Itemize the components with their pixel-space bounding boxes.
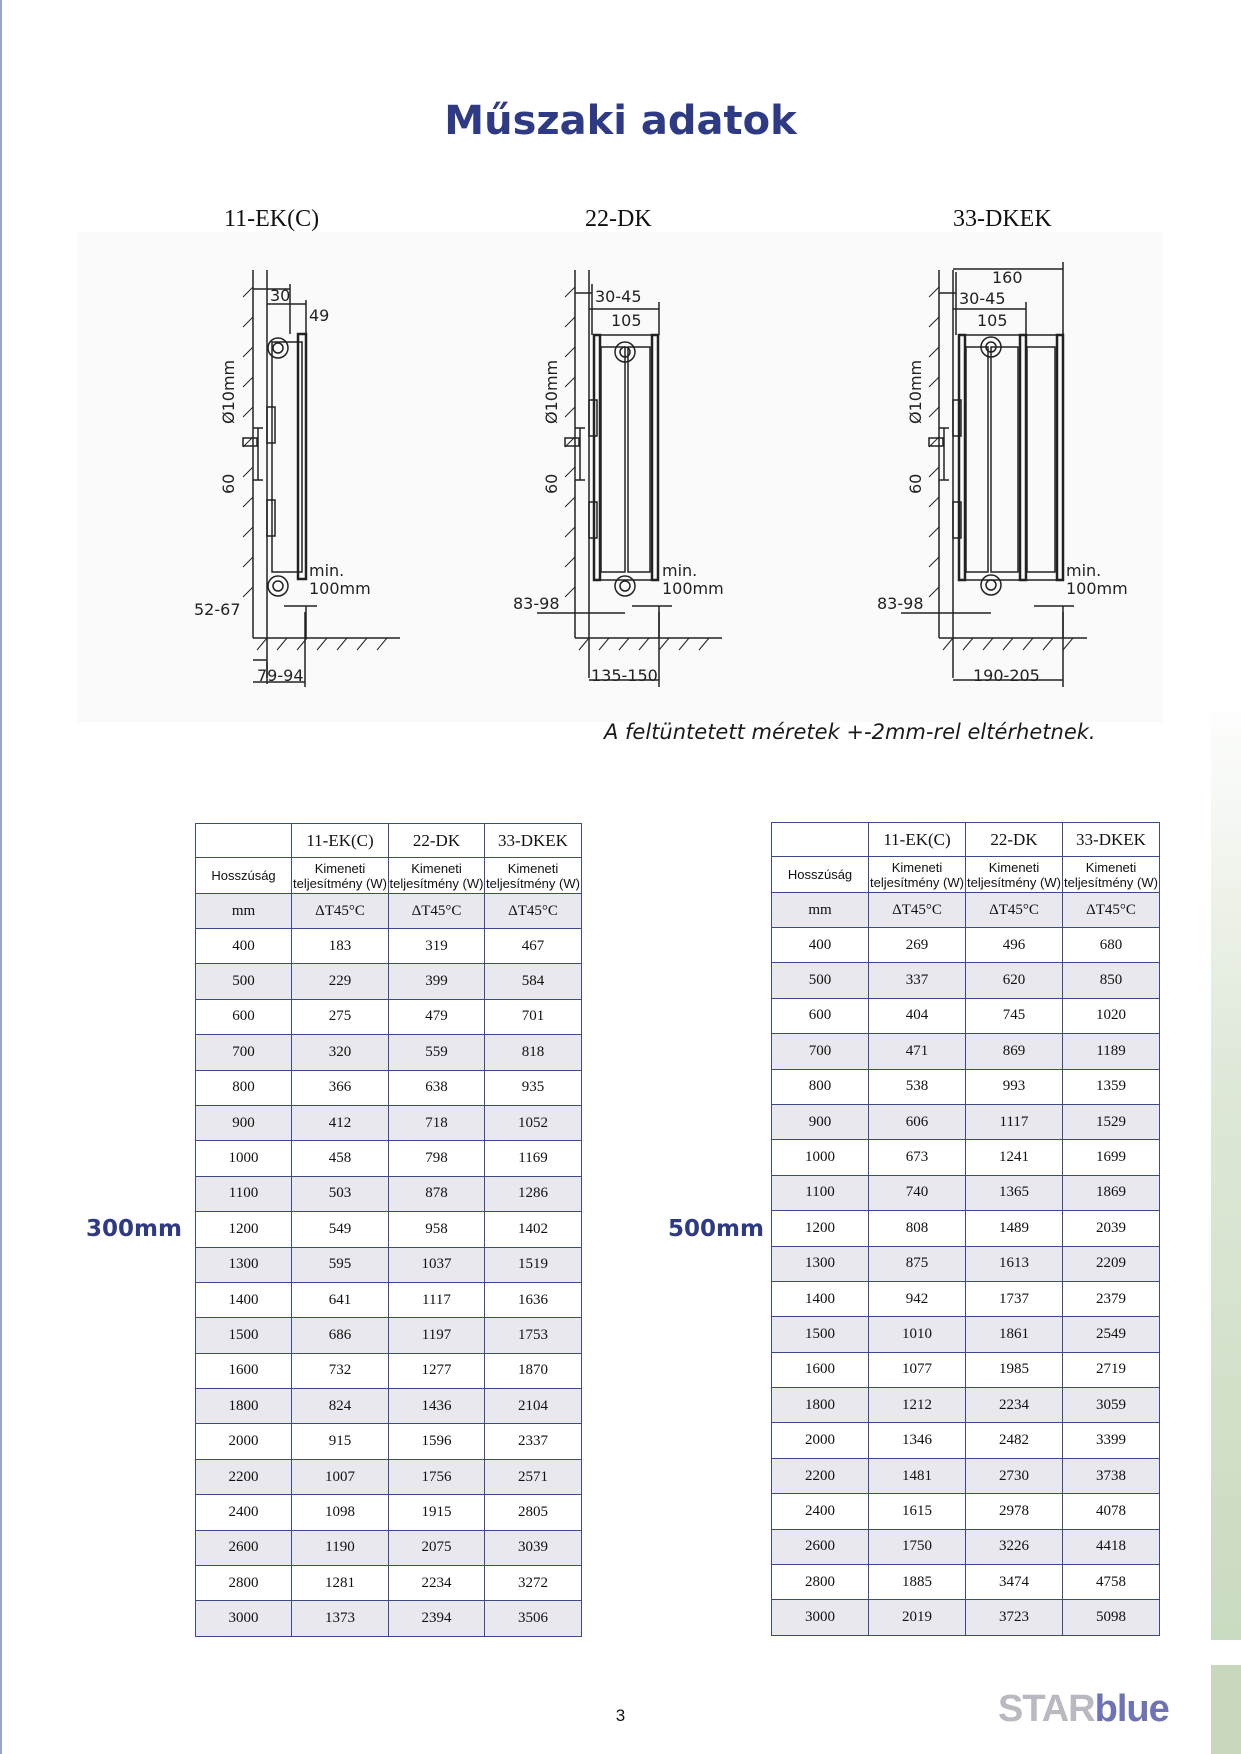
diagram-title-11ek: 11-EK(C)	[224, 206, 320, 232]
row-output-cell: 3738	[1063, 1458, 1160, 1493]
table-row	[196, 964, 582, 999]
row-length-cell: 500	[196, 964, 292, 999]
row-output-cell: 2549	[1063, 1317, 1160, 1352]
diagram-33dkek	[877, 262, 1128, 687]
row-output-cell: 850	[1063, 963, 1160, 998]
row-output-cell: 1750	[869, 1529, 966, 1564]
row-output-cell: 5098	[1063, 1600, 1160, 1635]
row-output-cell: 2482	[966, 1423, 1063, 1458]
row-length-cell: 1200	[196, 1212, 292, 1247]
header-length: Hosszúság	[772, 857, 869, 893]
header-output	[485, 858, 582, 894]
header-output	[966, 857, 1063, 893]
table-row	[196, 1601, 582, 1636]
row-output-cell: 183	[292, 929, 389, 964]
row-output-cell: 467	[485, 929, 582, 964]
row-output-cell: 1753	[485, 1318, 582, 1353]
table-unit-row	[196, 894, 582, 929]
dim-label: 160	[992, 268, 1023, 287]
row-output-cell: 808	[869, 1211, 966, 1246]
header-delta: ΔT45°C	[292, 894, 389, 929]
dim-label: 60	[906, 473, 925, 494]
row-output-cell: 471	[869, 1034, 966, 1069]
dim-label: 60	[542, 473, 561, 494]
dim-label: 49	[309, 306, 330, 325]
row-output-cell: 366	[292, 1070, 389, 1105]
row-output-cell: 2019	[869, 1600, 966, 1635]
row-output-cell: 673	[869, 1140, 966, 1175]
row-output-cell: 320	[292, 1035, 389, 1070]
row-output-cell: 3506	[485, 1601, 582, 1636]
table-row	[772, 1317, 1160, 1352]
row-output-cell: 620	[966, 963, 1063, 998]
dim-label: 79-94	[257, 666, 304, 685]
row-length-cell: 1300	[196, 1247, 292, 1282]
row-length-cell: 1200	[772, 1211, 869, 1246]
table-row	[772, 1246, 1160, 1281]
row-output-cell: 337	[869, 963, 966, 998]
header-delta: ΔT45°C	[1063, 893, 1160, 928]
row-output-cell: 584	[485, 964, 582, 999]
header-output-line1: Kimeneti	[891, 859, 943, 875]
diagram-title-33dkek: 33-DKEK	[953, 206, 1052, 232]
table-row	[772, 1600, 1160, 1635]
row-output-cell: 1052	[485, 1105, 582, 1140]
dim-label: 60	[219, 473, 238, 494]
diagram-title-22dk: 22-DK	[585, 206, 652, 232]
row-output-cell: 1869	[1063, 1175, 1160, 1210]
table-row	[772, 1175, 1160, 1210]
diagram-22dk	[513, 270, 724, 687]
row-output-cell: 319	[389, 929, 485, 964]
row-length-cell: 800	[772, 1069, 869, 1104]
row-output-cell: 942	[869, 1281, 966, 1316]
row-length-cell: 2800	[772, 1565, 869, 1600]
row-output-cell: 958	[389, 1212, 485, 1247]
row-output-cell: 1117	[389, 1282, 485, 1317]
row-output-cell: 1737	[966, 1281, 1063, 1316]
row-length-cell: 2200	[196, 1459, 292, 1494]
row-output-cell: 549	[292, 1212, 389, 1247]
dim-label: min.	[1066, 561, 1102, 580]
dim-label: Ø10mm	[906, 359, 925, 424]
row-output-cell: 4418	[1063, 1529, 1160, 1564]
table-row	[772, 1069, 1160, 1104]
logo-blue: blue	[1094, 1688, 1169, 1730]
table-row	[196, 1353, 582, 1388]
header-delta: ΔT45°C	[966, 893, 1063, 928]
output-table-500mm	[771, 822, 1160, 1636]
header-output	[869, 857, 966, 893]
row-output-cell: 915	[292, 1424, 389, 1459]
header-length: Hosszúság	[196, 858, 292, 894]
row-output-cell: 993	[966, 1069, 1063, 1104]
table-row	[196, 999, 582, 1034]
row-output-cell: 701	[485, 999, 582, 1034]
table-row	[196, 1459, 582, 1494]
row-length-cell: 2400	[772, 1494, 869, 1529]
header-output-line1: Kimeneti	[1085, 859, 1137, 875]
row-length-cell: 2000	[772, 1423, 869, 1458]
height-label-500: 500mm	[668, 1216, 764, 1242]
row-output-cell: 718	[389, 1105, 485, 1140]
row-output-cell: 745	[966, 998, 1063, 1033]
row-output-cell: 1756	[389, 1459, 485, 1494]
row-length-cell: 1500	[196, 1318, 292, 1353]
header-output-line2: teljesítmény (W)	[486, 875, 580, 891]
row-output-cell: 2730	[966, 1458, 1063, 1493]
row-output-cell: 1615	[869, 1494, 966, 1529]
row-output-cell: 269	[869, 928, 966, 963]
table-row	[772, 1529, 1160, 1564]
row-output-cell: 1020	[1063, 998, 1160, 1033]
row-output-cell: 1436	[389, 1389, 485, 1424]
dim-label: 83-98	[877, 594, 924, 613]
row-output-cell: 732	[292, 1353, 389, 1388]
row-output-cell: 3226	[966, 1529, 1063, 1564]
row-output-cell: 503	[292, 1176, 389, 1211]
row-length-cell: 1300	[772, 1246, 869, 1281]
row-length-cell: 900	[772, 1104, 869, 1139]
header-output-line1: Kimeneti	[411, 860, 462, 876]
header-output	[1063, 857, 1160, 893]
row-output-cell: 1117	[966, 1104, 1063, 1139]
row-length-cell: 2600	[772, 1529, 869, 1564]
row-output-cell: 4078	[1063, 1494, 1160, 1529]
row-output-cell: 818	[485, 1035, 582, 1070]
row-output-cell: 1212	[869, 1388, 966, 1423]
row-output-cell: 1915	[389, 1495, 485, 1530]
row-output-cell: 1077	[869, 1352, 966, 1387]
row-output-cell: 275	[292, 999, 389, 1034]
table-subheader-row	[772, 857, 1160, 893]
row-output-cell: 1402	[485, 1212, 582, 1247]
row-length-cell: 1000	[196, 1141, 292, 1176]
row-length-cell: 800	[196, 1070, 292, 1105]
radiator-dimension-diagrams	[77, 232, 1163, 722]
dim-label: 100mm	[309, 579, 371, 598]
row-output-cell: 1286	[485, 1176, 582, 1211]
table-row	[196, 1141, 582, 1176]
header-output-line1: Kimeneti	[314, 860, 366, 876]
page-title: Műszaki adatok	[444, 98, 797, 144]
diagram-11ek	[194, 270, 400, 687]
dim-label: Ø10mm	[542, 359, 561, 424]
row-output-cell: 229	[292, 964, 389, 999]
header-corner	[196, 824, 292, 858]
row-output-cell: 878	[389, 1176, 485, 1211]
dim-label: 135-150	[591, 666, 658, 685]
header-delta: ΔT45°C	[869, 893, 966, 928]
row-output-cell: 2571	[485, 1459, 582, 1494]
dim-label: 30	[270, 286, 291, 305]
header-delta: ΔT45°C	[485, 894, 582, 929]
row-output-cell: 2394	[389, 1601, 485, 1636]
row-output-cell: 3039	[485, 1530, 582, 1565]
table-header-row	[772, 823, 1160, 857]
row-length-cell: 400	[772, 928, 869, 963]
row-output-cell: 2039	[1063, 1211, 1160, 1246]
table-row	[772, 1565, 1160, 1600]
row-output-cell: 1699	[1063, 1140, 1160, 1175]
table-row	[772, 1034, 1160, 1069]
row-output-cell: 3059	[1063, 1388, 1160, 1423]
row-output-cell: 680	[1063, 928, 1160, 963]
row-output-cell: 1241	[966, 1140, 1063, 1175]
row-length-cell: 400	[196, 929, 292, 964]
row-length-cell: 2000	[196, 1424, 292, 1459]
row-output-cell: 1197	[389, 1318, 485, 1353]
row-output-cell: 3474	[966, 1565, 1063, 1600]
row-output-cell: 2234	[389, 1566, 485, 1601]
header-model: 22-DK	[389, 824, 485, 858]
row-output-cell: 2104	[485, 1389, 582, 1424]
height-label-300: 300mm	[86, 1216, 182, 1242]
output-table-300mm	[195, 823, 582, 1637]
row-output-cell: 1007	[292, 1459, 389, 1494]
dim-label: 30-45	[959, 289, 1006, 308]
table-row	[196, 1070, 582, 1105]
table-row	[772, 928, 1160, 963]
table-row	[772, 998, 1160, 1033]
row-output-cell: 458	[292, 1141, 389, 1176]
dim-label: 30-45	[595, 287, 642, 306]
header-model: 22-DK	[966, 823, 1063, 857]
dim-label: 100mm	[1066, 579, 1128, 598]
row-length-cell: 1400	[196, 1282, 292, 1317]
table-row	[196, 929, 582, 964]
dim-label: Ø10mm	[219, 359, 238, 424]
row-output-cell: 1861	[966, 1317, 1063, 1352]
row-length-cell: 700	[772, 1034, 869, 1069]
dim-label: 105	[611, 311, 642, 330]
row-output-cell: 869	[966, 1034, 1063, 1069]
row-output-cell: 1613	[966, 1246, 1063, 1281]
row-length-cell: 1000	[772, 1140, 869, 1175]
table-row	[196, 1318, 582, 1353]
row-output-cell: 559	[389, 1035, 485, 1070]
header-output-line1: Kimeneti	[988, 859, 1040, 875]
logo-star: STAR	[998, 1688, 1095, 1730]
table-row	[196, 1530, 582, 1565]
row-output-cell: 1346	[869, 1423, 966, 1458]
row-output-cell: 935	[485, 1070, 582, 1105]
row-length-cell: 500	[772, 963, 869, 998]
row-length-cell: 1500	[772, 1317, 869, 1352]
header-output-line2: teljesítmény (W)	[870, 874, 964, 890]
row-length-cell: 2400	[196, 1495, 292, 1530]
page-edge-line	[0, 0, 2, 1754]
row-length-cell: 700	[196, 1035, 292, 1070]
dim-label: 52-67	[194, 600, 241, 619]
row-output-cell: 1985	[966, 1352, 1063, 1387]
row-output-cell: 1596	[389, 1424, 485, 1459]
header-output	[292, 858, 389, 894]
row-output-cell: 798	[389, 1141, 485, 1176]
table-row	[772, 1211, 1160, 1246]
header-output-line2: teljesítmény (W)	[389, 875, 484, 891]
header-output	[389, 858, 485, 894]
row-output-cell: 1169	[485, 1141, 582, 1176]
table-row	[772, 1388, 1160, 1423]
table-row	[772, 963, 1160, 998]
page-number: 3	[615, 1706, 626, 1725]
row-output-cell: 2379	[1063, 1281, 1160, 1316]
row-output-cell: 2075	[389, 1530, 485, 1565]
row-output-cell: 1885	[869, 1565, 966, 1600]
dim-label: 100mm	[662, 579, 724, 598]
row-length-cell: 2800	[196, 1566, 292, 1601]
table-row	[196, 1389, 582, 1424]
table-row	[772, 1352, 1160, 1387]
row-output-cell: 1481	[869, 1458, 966, 1493]
table-row	[772, 1458, 1160, 1493]
table-row	[196, 1495, 582, 1530]
row-output-cell: 641	[292, 1282, 389, 1317]
row-output-cell: 3272	[485, 1566, 582, 1601]
row-output-cell: 875	[869, 1246, 966, 1281]
row-output-cell: 1190	[292, 1530, 389, 1565]
table-row	[196, 1282, 582, 1317]
row-length-cell: 2600	[196, 1530, 292, 1565]
header-output-line2: teljesítmény (W)	[1064, 874, 1158, 890]
header-unit: mm	[772, 893, 869, 928]
table-unit-row	[772, 893, 1160, 928]
tolerance-note: A feltüntetett méretek +-2mm-rel eltérhetnek.	[604, 720, 1096, 744]
row-length-cell: 1100	[772, 1175, 869, 1210]
row-length-cell: 2200	[772, 1458, 869, 1493]
header-model: 11-EK(C)	[292, 824, 389, 858]
row-length-cell: 1100	[196, 1176, 292, 1211]
row-output-cell: 2805	[485, 1495, 582, 1530]
row-output-cell: 1098	[292, 1495, 389, 1530]
row-output-cell: 3399	[1063, 1423, 1160, 1458]
row-output-cell: 2719	[1063, 1352, 1160, 1387]
table-row	[196, 1035, 582, 1070]
header-output-line2: teljesítmény (W)	[967, 874, 1061, 890]
table-row	[772, 1104, 1160, 1139]
row-output-cell: 538	[869, 1069, 966, 1104]
header-unit: mm	[196, 894, 292, 929]
table-row	[196, 1212, 582, 1247]
header-delta: ΔT45°C	[389, 894, 485, 929]
dim-label: min.	[662, 561, 698, 580]
row-length-cell: 3000	[196, 1601, 292, 1636]
row-length-cell: 1600	[196, 1353, 292, 1388]
row-output-cell: 4758	[1063, 1565, 1160, 1600]
row-output-cell: 638	[389, 1070, 485, 1105]
brand-logo	[998, 1688, 1169, 1731]
row-output-cell: 479	[389, 999, 485, 1034]
table-header-row	[196, 824, 582, 858]
row-output-cell: 1373	[292, 1601, 389, 1636]
row-output-cell: 1281	[292, 1566, 389, 1601]
header-output-line2: teljesítmény (W)	[293, 875, 387, 891]
row-length-cell: 1800	[772, 1388, 869, 1423]
dim-label: 83-98	[513, 594, 560, 613]
row-output-cell: 1529	[1063, 1104, 1160, 1139]
row-output-cell: 595	[292, 1247, 389, 1282]
table-subheader-row	[196, 858, 582, 894]
row-length-cell: 900	[196, 1105, 292, 1140]
row-output-cell: 824	[292, 1389, 389, 1424]
row-output-cell: 412	[292, 1105, 389, 1140]
row-output-cell: 2234	[966, 1388, 1063, 1423]
row-output-cell: 740	[869, 1175, 966, 1210]
row-length-cell: 600	[196, 999, 292, 1034]
row-length-cell: 1800	[196, 1389, 292, 1424]
row-output-cell: 404	[869, 998, 966, 1033]
row-output-cell: 1037	[389, 1247, 485, 1282]
row-output-cell: 1636	[485, 1282, 582, 1317]
table-row	[772, 1494, 1160, 1529]
table-row	[196, 1424, 582, 1459]
dim-label: min.	[309, 561, 345, 580]
row-length-cell: 3000	[772, 1600, 869, 1635]
row-output-cell: 606	[869, 1104, 966, 1139]
header-output-line1: Kimeneti	[507, 860, 559, 876]
row-output-cell: 686	[292, 1318, 389, 1353]
row-output-cell: 496	[966, 928, 1063, 963]
table-row	[772, 1423, 1160, 1458]
row-output-cell: 3723	[966, 1600, 1063, 1635]
row-output-cell: 399	[389, 964, 485, 999]
row-output-cell: 2337	[485, 1424, 582, 1459]
table-row	[196, 1566, 582, 1601]
table-row	[196, 1247, 582, 1282]
row-output-cell: 1870	[485, 1353, 582, 1388]
row-length-cell: 1400	[772, 1281, 869, 1316]
row-output-cell: 2978	[966, 1494, 1063, 1529]
row-output-cell: 1365	[966, 1175, 1063, 1210]
row-output-cell: 1189	[1063, 1034, 1160, 1069]
header-model: 33-DKEK	[485, 824, 582, 858]
row-output-cell: 1519	[485, 1247, 582, 1282]
row-output-cell: 1359	[1063, 1069, 1160, 1104]
row-length-cell: 600	[772, 998, 869, 1033]
table-row	[772, 1281, 1160, 1316]
header-model: 33-DKEK	[1063, 823, 1160, 857]
row-output-cell: 1010	[869, 1317, 966, 1352]
dim-label: 105	[977, 311, 1008, 330]
decorative-stripe	[1211, 690, 1241, 1640]
table-row	[196, 1176, 582, 1211]
table-row	[196, 1105, 582, 1140]
row-output-cell: 1277	[389, 1353, 485, 1388]
dimension-drawings	[77, 232, 1163, 722]
dim-label: 190-205	[973, 666, 1040, 685]
row-length-cell: 1600	[772, 1352, 869, 1387]
row-output-cell: 2209	[1063, 1246, 1160, 1281]
table-row	[772, 1140, 1160, 1175]
header-corner	[772, 823, 869, 857]
row-output-cell: 1489	[966, 1211, 1063, 1246]
header-model: 11-EK(C)	[869, 823, 966, 857]
